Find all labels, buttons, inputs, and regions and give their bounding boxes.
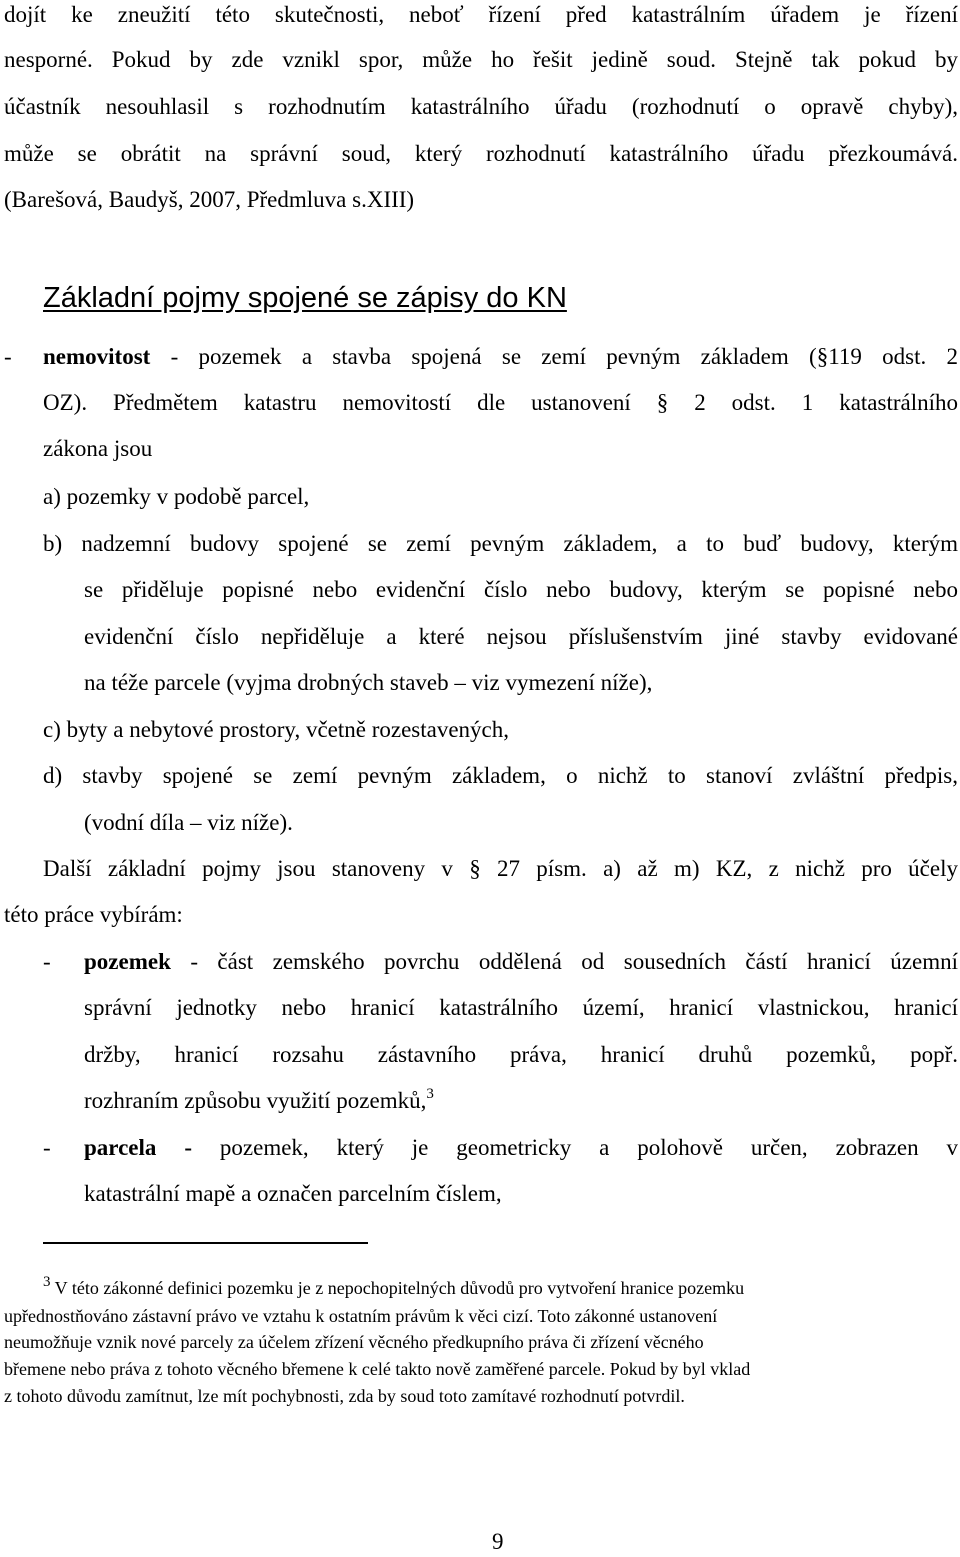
dalsi-line-1: Další základní pojmy jsou stanoveny v § 27 písm. a) až m) KZ, z nichž pro účely — [43, 856, 958, 881]
footnote-separator — [43, 1242, 368, 1244]
pozemek-term: pozemek — [84, 949, 171, 974]
section-heading: Základní pojmy spojené se zápisy do KN — [43, 282, 567, 314]
list-item-a: a) pozemky v podobě parcel, — [43, 484, 310, 509]
footnote-line-1 — [43, 1276, 744, 1302]
body-line-4: může se obrátit na správní soud, který rozhodnutí katastrálního úřadu přezkoumává. — [4, 141, 958, 166]
body-line-3: účastník nesouhlasil s rozhodnutím katastrálního úřadu (rozhodnutí o opravě chyby), — [4, 94, 958, 119]
list-item-b-line-1: b) nadzemní budovy spojené se zemí pevným základem, a to buď budovy, kterým — [43, 531, 958, 556]
pozemek-line-4-text: rozhraním způsobu využití pozemků, — [84, 1088, 427, 1113]
list-item-b-line-2: se přiděluje popisné nebo evidenční číslo nebo budovy, kterým se popisné nebo — [84, 577, 958, 602]
list-item-d-line-2: (vodní díla – viz níže). — [84, 810, 293, 835]
list-item-d-line-1: d) stavby spojené se zemí pevným základem, o nichž to stanoví zvláštní předpis, — [43, 763, 958, 788]
footnote-line-2: upřednostňováno zástavní právo ve vztahu k ostatním právům k věci cizí. Toto zákonné ustanovení — [4, 1306, 718, 1326]
footnote-line-3: neumožňuje vznik nové parcely za účelem zřízení věcného předkupního práva či zřízení věcného — [4, 1332, 704, 1352]
pozemek-line-3: držby, hranicí rozsahu zástavního práva, hranicí druhů pozemků, popř. — [84, 1042, 958, 1067]
nemovitost-term: nemovitost — [43, 344, 151, 369]
pozemek-line-1 — [84, 947, 958, 977]
list-item-c: c) byty a nebytové prostory, včetně rozestavených, — [43, 717, 509, 742]
footnote-line-5: z tohoto důvodu zamítnut, lze mít pochybnosti, zda by soud toto zamítavé rozhodnutí potvrdil. — [4, 1386, 685, 1406]
parcela-line-1 — [84, 1133, 958, 1163]
citation-line: (Barešová, Baudyš, 2007, Předmluva s.XIII) — [4, 187, 415, 212]
parcela-term: parcela - — [84, 1135, 192, 1160]
nemovitost-line-1 — [43, 342, 958, 372]
nemovitost-line-2: OZ). Předmětem katastru nemovitostí dle ustanovení § 2 odst. 1 katastrálního — [43, 390, 958, 415]
pozemek-line-2: správní jednotky nebo hranicí katastrálního území, hranicí vlastnickou, hranicí — [84, 995, 958, 1020]
pozemek-line-4 — [84, 1086, 434, 1119]
nemovitost-dash: - — [4, 344, 12, 369]
body-line-2: nesporné. Pokud by zde vznikl spor, může ho řešit jedině soud. Stejně tak pokud by — [4, 47, 958, 72]
parcela-definition: pozemek, který je geometricky a polohově určen, zobrazen v — [191, 1135, 958, 1160]
footnote-mark: 3 — [43, 1274, 51, 1290]
dalsi-line-2: této práce vybírám: — [4, 902, 183, 927]
parcela-dash: - — [43, 1135, 51, 1160]
pozemek-definition: - část zemského povrchu oddělená od sousedních částí hranicí územní — [170, 949, 958, 974]
nemovitost-definition: - pozemek a stavba spojená se zemí pevným základem (§119 odst. 2 — [150, 344, 958, 369]
footnote-line-4: břemene nebo práva z tohoto věcného břemene k celé takto nově zaměřené parcele. Pokud by byl vklad — [4, 1359, 751, 1379]
list-item-b-line-4: na téže parcele (vyjma drobných staveb – viz vymezení níže), — [84, 670, 653, 695]
footnote-line-1-text: V této zákonné definici pozemku je z nepochopitelných důvodů pro vytvoření hranice pozemku — [50, 1278, 745, 1298]
page-number: 9 — [492, 1529, 504, 1554]
nemovitost-line-3: zákona jsou — [43, 436, 153, 461]
pozemek-dash: - — [43, 949, 51, 974]
body-line-1: dojít ke zneužití této skutečnosti, neboť řízení před katastrálním úřadem je řízení — [4, 2, 958, 27]
footnote-reference: 3 — [426, 1086, 434, 1102]
parcela-line-2: katastrální mapě a označen parcelním číslem, — [84, 1181, 502, 1206]
list-item-b-line-3: evidenční číslo nepřiděluje a které nejsou příslušenstvím jiné stavby evidované — [84, 624, 958, 649]
